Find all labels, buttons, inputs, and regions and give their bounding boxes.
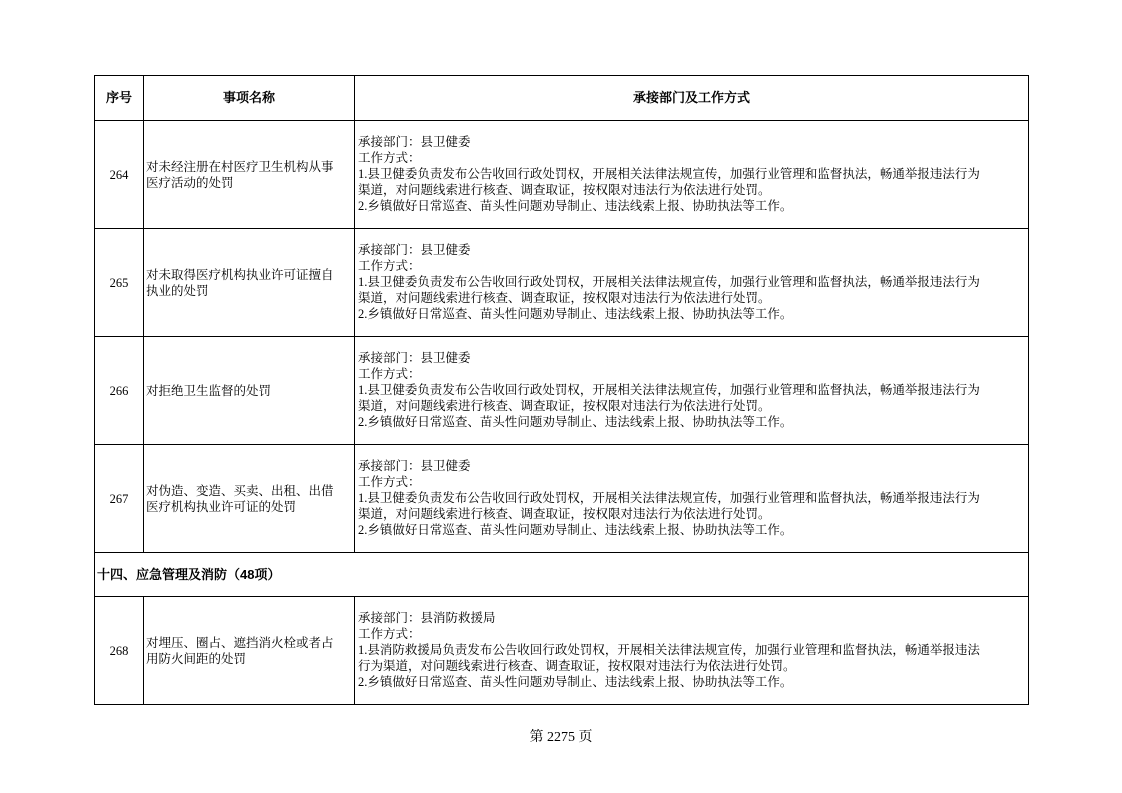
header-dept: 承接部门及工作方式 (355, 76, 1029, 121)
dept-line: 2.乡镇做好日常巡查、苗头性问题劝导制止、违法线索上报、协助执法等工作。 (358, 415, 793, 429)
dept-line: 工作方式： (358, 367, 421, 381)
table-body (95, 121, 1029, 705)
dept-line: 工作方式： (358, 627, 421, 641)
item-dept-method (355, 445, 1029, 553)
item-dept-method (355, 229, 1029, 337)
item-name-line: 对埋压、圈占、遮挡消火栓或者占 (146, 635, 334, 650)
dept-line: 承接部门：县卫健委 (358, 135, 471, 149)
item-name-line: 对伪造、变造、买卖、出租、出借 (146, 483, 334, 498)
item-number: 267 (95, 445, 144, 553)
item-number: 264 (95, 121, 144, 229)
dept-line: 1.县卫健委负责发布公告收回行政处罚权，开展相关法律法规宣传，加强行业管理和监督执法，畅通举报违法行为 (358, 383, 980, 397)
dept-line: 1.县卫健委负责发布公告收回行政处罚权，开展相关法律法规宣传，加强行业管理和监督执法，畅通举报违法行为 (358, 491, 980, 505)
header-no: 序号 (95, 76, 144, 121)
item-dept-method (355, 121, 1029, 229)
dept-line: 工作方式： (358, 151, 421, 165)
item-name (144, 121, 355, 229)
item-number: 266 (95, 337, 144, 445)
item-name-line: 执业的处罚 (146, 283, 209, 298)
dept-line: 工作方式： (358, 259, 421, 273)
table-row (95, 597, 1029, 705)
item-name-line: 用防火间距的处罚 (146, 651, 247, 666)
table-header-row (95, 76, 1029, 121)
item-name-line: 对未取得医疗机构执业许可证擅自 (146, 267, 334, 282)
dept-line: 2.乡镇做好日常巡查、苗头性问题劝导制止、违法线索上报、协助执法等工作。 (358, 199, 793, 213)
item-name-line: 医疗活动的处罚 (146, 175, 234, 190)
item-dept-method (355, 597, 1029, 705)
dept-line: 1.县卫健委负责发布公告收回行政处罚权，开展相关法律法规宣传，加强行业管理和监督执法，畅通举报违法行为 (358, 275, 980, 289)
dept-line: 渠道，对问题线索进行核查、调查取证，按权限对违法行为依法进行处罚。 (358, 507, 771, 521)
table-row (95, 121, 1029, 229)
item-name (144, 229, 355, 337)
section-title: 十四、应急管理及消防（48项） (95, 553, 1029, 597)
section-row (95, 553, 1029, 597)
dept-line: 工作方式： (358, 475, 421, 489)
dept-line: 2.乡镇做好日常巡查、苗头性问题劝导制止、违法线索上报、协助执法等工作。 (358, 307, 793, 321)
item-number: 265 (95, 229, 144, 337)
item-dept-method (355, 337, 1029, 445)
header-name: 事项名称 (144, 76, 355, 121)
dept-line: 渠道，对问题线索进行核查、调查取证，按权限对违法行为依法进行处罚。 (358, 183, 771, 197)
dept-line: 承接部门：县消防救援局 (358, 611, 496, 625)
page-number: 第 2275 页 (529, 730, 593, 745)
item-name (144, 337, 355, 445)
dept-line: 1.县消防救援局负责发布公告收回行政处罚权，开展相关法律法规宣传，加强行业管理和监督执法，畅通举报违法 (358, 643, 980, 657)
dept-line: 渠道，对问题线索进行核查、调查取证，按权限对违法行为依法进行处罚。 (358, 399, 771, 413)
dept-line: 2.乡镇做好日常巡查、苗头性问题劝导制止、违法线索上报、协助执法等工作。 (358, 523, 793, 537)
dept-line: 承接部门：县卫健委 (358, 351, 471, 365)
dept-line: 1.县卫健委负责发布公告收回行政处罚权，开展相关法律法规宣传，加强行业管理和监督执法，畅通举报违法行为 (358, 167, 980, 181)
item-number: 268 (95, 597, 144, 705)
dept-line: 承接部门：县卫健委 (358, 459, 471, 473)
table-row (95, 337, 1029, 445)
dept-line: 渠道，对问题线索进行核查、调查取证，按权限对违法行为依法进行处罚。 (358, 291, 771, 305)
table-row (95, 229, 1029, 337)
item-name-line: 医疗机构执业许可证的处罚 (146, 499, 297, 514)
dept-line: 承接部门：县卫健委 (358, 243, 471, 257)
item-name-line: 对未经注册在村医疗卫生机构从事 (146, 159, 334, 174)
items-table (94, 75, 1029, 705)
dept-line: 行为渠道，对问题线索进行核查、调查取证，按权限对违法行为依法进行处罚。 (358, 659, 796, 673)
item-name (144, 445, 355, 553)
item-name (144, 597, 355, 705)
item-name-line: 对拒绝卫生监督的处罚 (146, 383, 272, 398)
dept-line: 2.乡镇做好日常巡查、苗头性问题劝导制止、违法线索上报、协助执法等工作。 (358, 675, 793, 689)
table-row (95, 445, 1029, 553)
